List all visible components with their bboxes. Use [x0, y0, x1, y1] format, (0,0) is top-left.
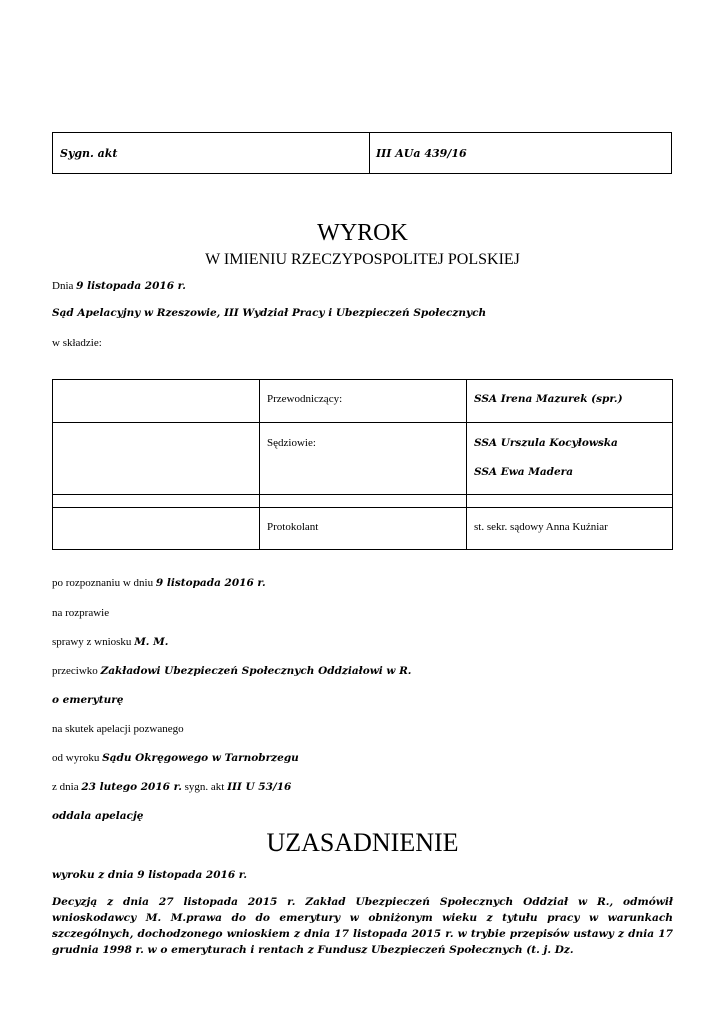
justification-subtitle: wyroku z dnia 9 listopada 2016 r. — [52, 869, 248, 881]
sygn-prefix: sygn. akt — [181, 781, 228, 793]
clerk-label: Protokolant — [260, 508, 467, 550]
chair-label: Przewodniczący: — [260, 380, 467, 423]
case-party: M. M. — [134, 636, 169, 648]
heard-line — [52, 577, 266, 589]
table-row — [53, 380, 673, 423]
from-line — [52, 781, 291, 793]
judgment-prefix: od wyroku — [52, 752, 103, 764]
judges-label: Sędziowie: — [260, 423, 467, 495]
clerk-value: st. sekr. sądowy Anna Kuźniar — [467, 508, 673, 550]
hearing-line: na rozprawie — [52, 607, 110, 619]
table-row — [53, 495, 673, 508]
against-prefix: przeciwko — [52, 665, 101, 677]
table-row — [53, 508, 673, 550]
verdict-date: 9 listopada 2016 r. — [76, 280, 186, 292]
court-name: Sąd Apelacyjny w Rzeszowie, III Wydział Pracy i Ubezpieczeń Społecznych — [52, 307, 487, 319]
date-line — [52, 280, 186, 292]
heard-prefix: po rozpoznaniu w dniu — [52, 577, 156, 589]
lower-court-sygn: III U 53/16 — [227, 781, 292, 793]
against-party: Zakładowi Ubezpieczeń Społecznych Oddziałowi w R. — [100, 665, 412, 677]
composition-table — [52, 379, 673, 550]
case-prefix: sprawy z wniosku — [52, 636, 135, 648]
case-line — [52, 636, 168, 648]
from-date: 23 lutego 2016 r. — [81, 781, 182, 793]
appeal-line: na skutek apelacji pozwanego — [52, 723, 184, 735]
date-prefix: Dnia — [52, 280, 77, 292]
document-subtitle: W IMIENIU RZECZYPOSPOLITEJ POLSKIEJ — [205, 251, 520, 268]
judgment-court: Sądu Okręgowego w Tarnobrzegu — [102, 752, 299, 764]
judge-1: SSA Urszula Kocyłowska — [474, 437, 618, 449]
judgment-line — [52, 752, 299, 764]
case-number-table — [52, 132, 672, 174]
chair-value: SSA Irena Mazurek (spr.) — [474, 393, 623, 405]
document-title: WYROK — [317, 220, 408, 246]
heard-date: 9 listopada 2016 r. — [155, 577, 266, 589]
table-row — [53, 423, 673, 495]
justification-title: UZASADNIENIE — [266, 828, 459, 857]
from-prefix: z dnia — [52, 781, 82, 793]
against-line — [52, 665, 411, 677]
subject-line: o emeryturę — [52, 694, 124, 706]
composition-label: w składzie: — [52, 337, 102, 349]
case-number-value: III AUa 439/16 — [376, 147, 467, 160]
verdict-line: oddala apelację — [52, 810, 144, 822]
justification-paragraph: Decyzją z dnia 27 listopada 2015 r. Zakład Ubezpieczeń Społecznych Oddział w R., odmówił wnioskodawcy M. M.prawa do do emerytury w obniżonym wieku z tytułu pracy w warunkach szczególnych, dochodzonego wnioskiem z dnia 17 listopada 2015 r. w trybie przepisów ustawy z dnia 17 grudnia 1998 r. w o emeryturach i rentach z Fundusz Ubezpieczeń Społecznych (t. j. Dz. — [52, 896, 673, 956]
judge-2: SSA Ewa Madera — [474, 466, 574, 478]
case-number-label: Sygn. akt — [53, 133, 370, 173]
